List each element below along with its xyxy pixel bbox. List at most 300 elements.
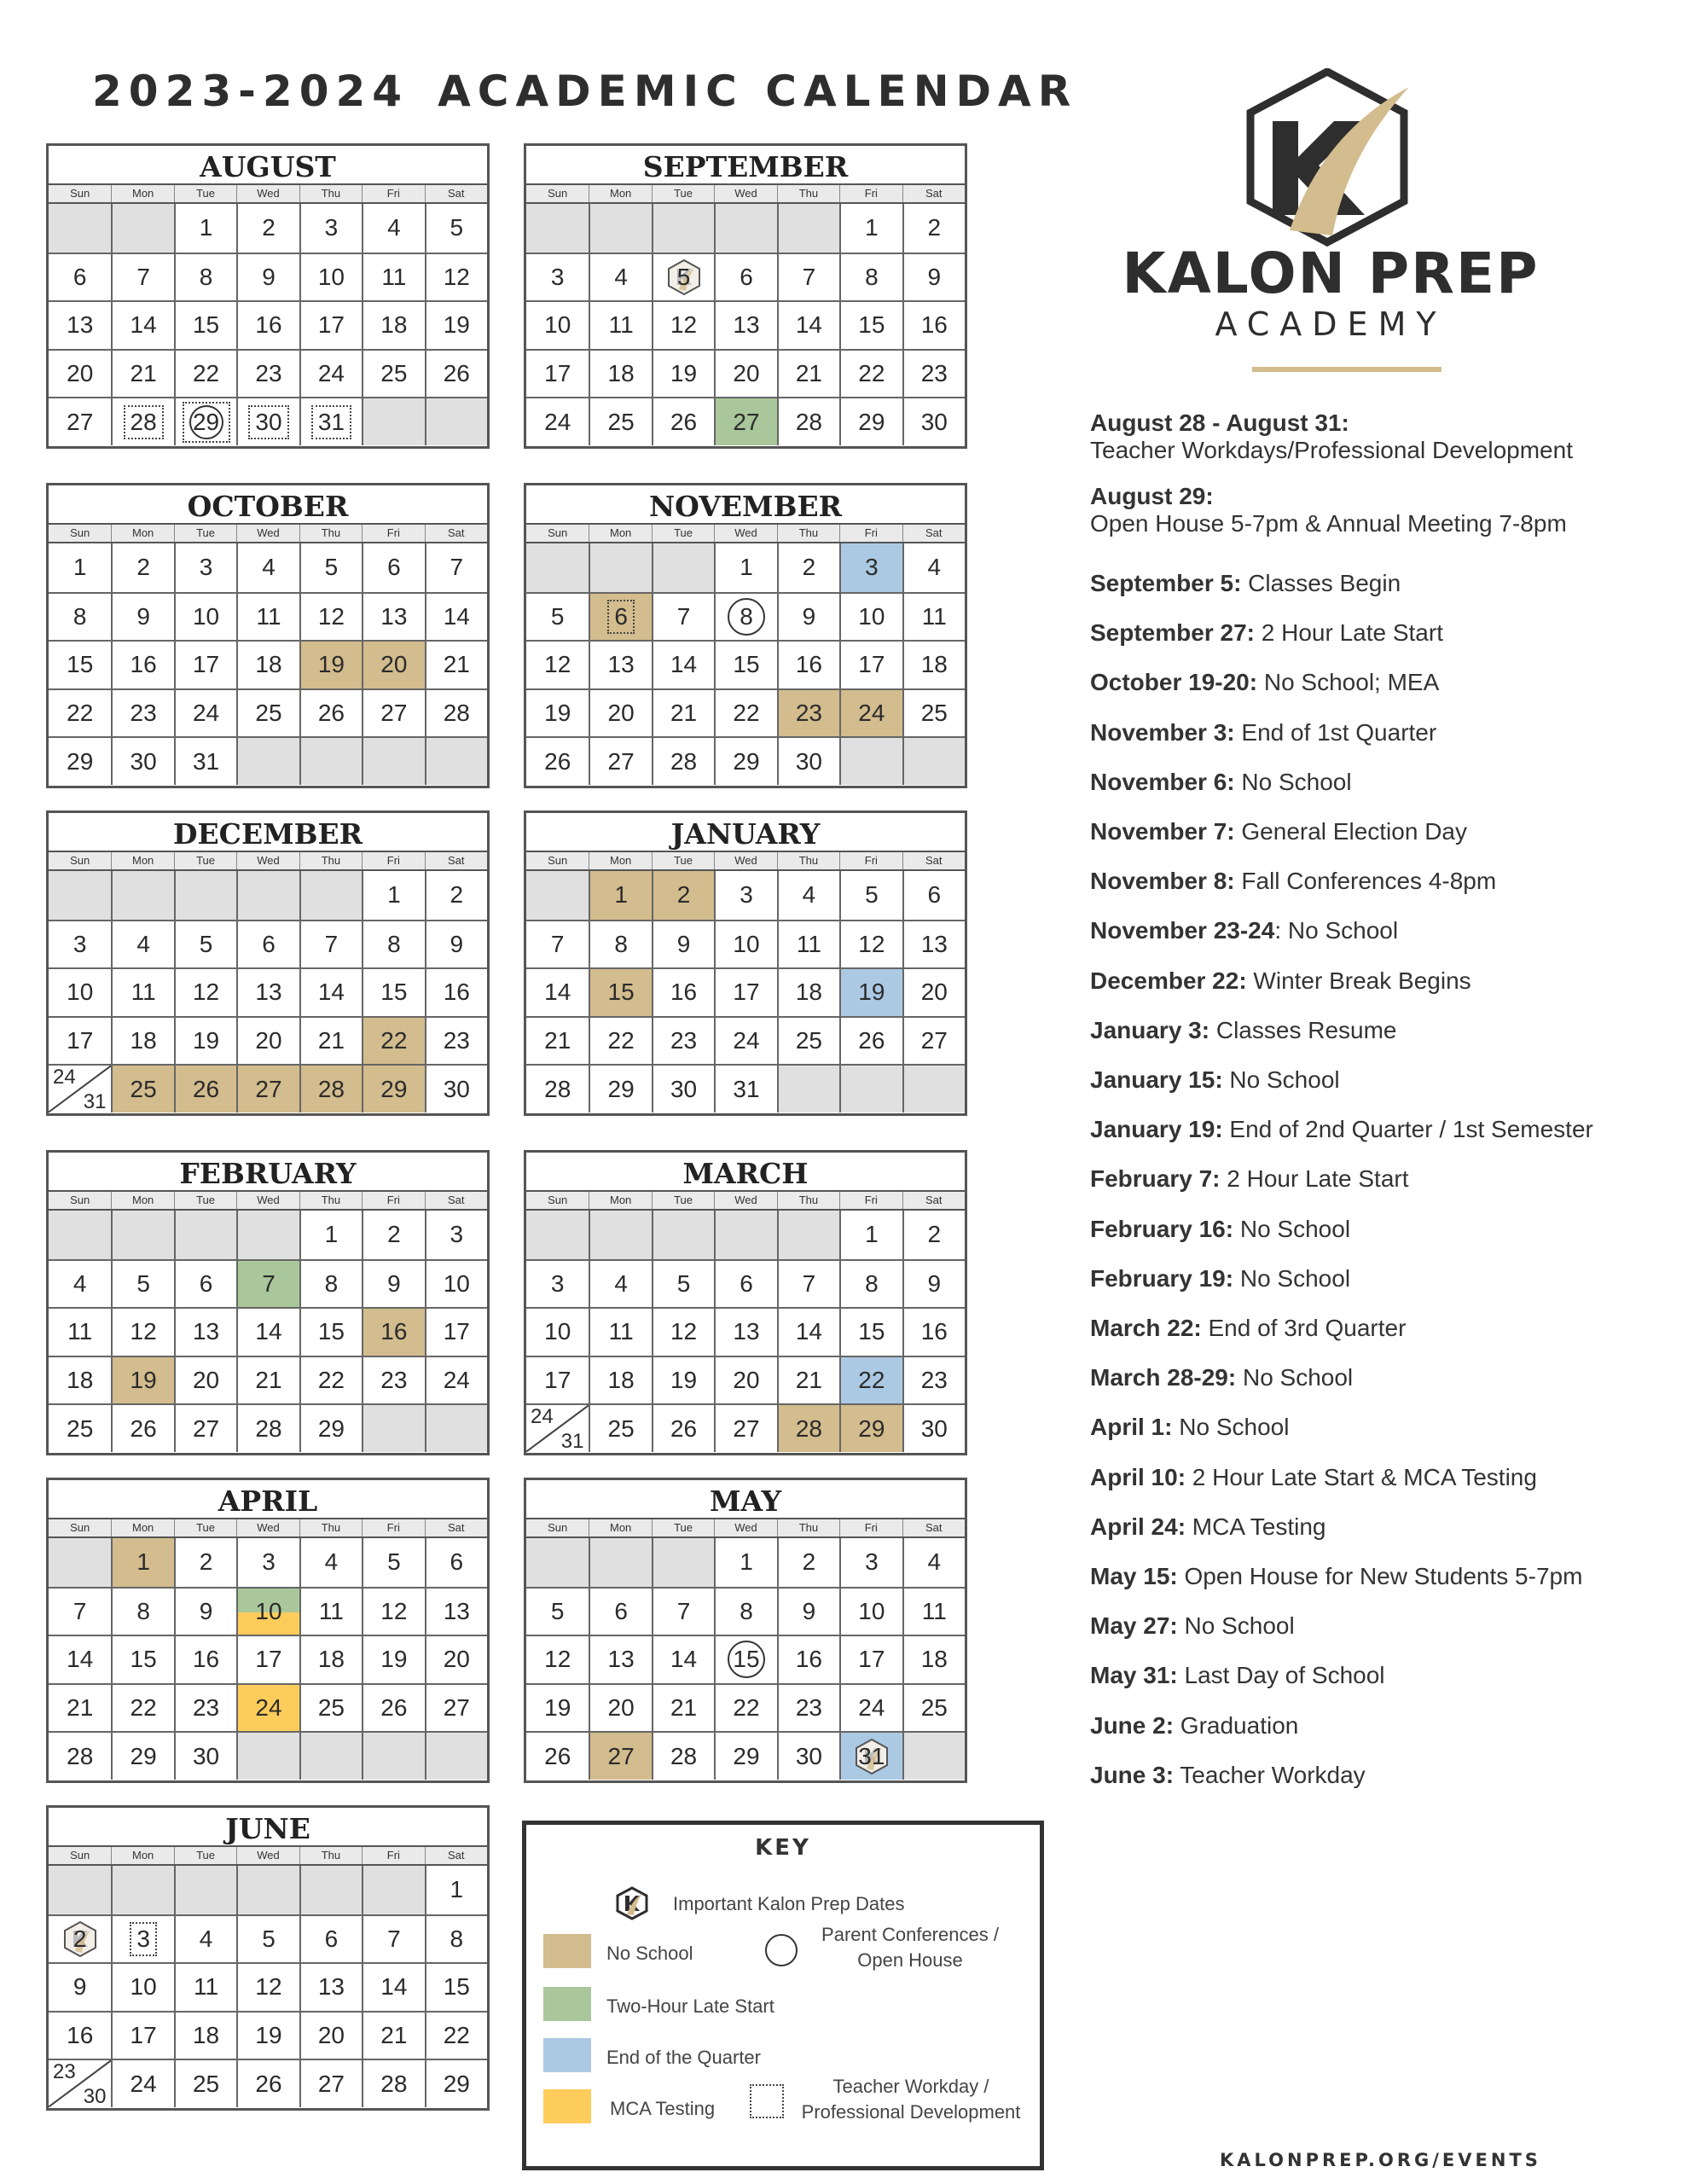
day-cell: 18 — [902, 640, 965, 688]
event-item: October 19-20: No School; MEA — [1090, 669, 1440, 696]
day-cell — [362, 397, 424, 445]
weekday-label: Wed — [714, 1192, 776, 1209]
day-cell — [236, 397, 299, 445]
weekday-header — [49, 183, 487, 204]
day-cell: 15 — [839, 300, 902, 349]
weekday-label: Mon — [111, 185, 173, 202]
day-cell: 2 — [777, 1538, 839, 1587]
day-cell: 5 — [526, 592, 589, 641]
day-cell: 20 — [362, 640, 424, 688]
day-cell: 25 — [777, 1016, 839, 1065]
day-cell — [299, 1731, 362, 1780]
key-dotted-icon — [750, 2084, 784, 2118]
day-cell: 16 — [425, 967, 487, 1016]
weekday-label: Sat — [902, 852, 965, 869]
weekday-label: Mon — [111, 1519, 173, 1536]
day-cell: 6 — [362, 543, 424, 592]
day-cell: 5 — [111, 1259, 173, 1308]
day-cell: 20 — [174, 1356, 236, 1404]
day-cell — [111, 1866, 173, 1914]
day-cell — [839, 736, 902, 785]
day-cell: 29 — [111, 1731, 173, 1780]
weekday-label: Tue — [174, 525, 236, 542]
day-cell: 12 — [652, 1307, 714, 1356]
day-cell: 18 — [174, 2011, 236, 2059]
day-cell: 11 — [362, 253, 424, 301]
day-cell: 20 — [425, 1635, 487, 1683]
day-cell: 6 — [174, 1259, 236, 1308]
day-cell: 22 — [714, 1683, 776, 1732]
day-cell: 25 — [589, 397, 651, 445]
day-cell — [299, 736, 362, 785]
day-cell — [236, 1211, 299, 1259]
day-cell: 10 — [111, 1962, 173, 2011]
day-cell — [299, 1866, 362, 1914]
month-december — [46, 810, 490, 1116]
weekday-label: Fri — [362, 185, 424, 202]
weekday-label: Thu — [777, 852, 839, 869]
day-cell: 10 — [839, 1587, 902, 1635]
day-cell — [652, 1211, 714, 1259]
day-cell: 13 — [362, 592, 424, 641]
day-cell: 23 — [111, 688, 173, 737]
day-cell: 17 — [526, 1356, 589, 1404]
dotted-marker: 31 — [311, 405, 351, 439]
weekday-label: Tue — [652, 852, 714, 869]
day-cell — [526, 1403, 589, 1452]
day-cell — [236, 871, 299, 920]
day-cell: 28 — [362, 2059, 424, 2107]
split-bottom-day: 31 — [560, 1429, 584, 1453]
dotted-marker: 6 — [607, 600, 635, 634]
day-cell: 19 — [526, 1683, 589, 1732]
weekday-label: Tue — [174, 1847, 236, 1864]
weekday-label: Sun — [70, 1849, 90, 1862]
day-cell — [49, 1538, 111, 1587]
day-cell: 22 — [362, 1016, 424, 1065]
day-cell — [49, 2059, 111, 2107]
day-cell: 20 — [589, 688, 651, 737]
day-cell: 24 — [236, 1683, 299, 1732]
weekday-label: Sat — [902, 525, 965, 542]
day-grid — [49, 1538, 487, 1780]
day-cell — [111, 204, 173, 253]
day-cell: 2 — [362, 1211, 424, 1259]
ring-marker: 8 — [728, 598, 765, 636]
day-cell: 7 — [425, 543, 487, 592]
day-cell: 30 — [652, 1064, 714, 1112]
key-late-swatch — [543, 1987, 591, 2021]
event-item: April 10: 2 Hour Late Start & MCA Testing — [1090, 1463, 1537, 1490]
event-item: May 15: Open House for New Students 5-7pm — [1090, 1563, 1583, 1589]
weekday-label: Sat — [425, 1847, 487, 1864]
day-cell — [714, 1211, 776, 1259]
day-cell: 24 — [714, 1016, 776, 1065]
day-cell: 2 — [425, 871, 487, 920]
day-cell: 17 — [49, 1016, 111, 1065]
month-january — [524, 810, 967, 1116]
weekday-label: Mon — [111, 1192, 173, 1209]
day-cell: 22 — [714, 688, 776, 737]
day-grid — [49, 1211, 487, 1452]
weekday-label: Fri — [362, 1192, 424, 1209]
event-item: January 3: Classes Resume — [1090, 1016, 1397, 1043]
month-title: MARCH — [682, 1157, 809, 1190]
day-cell: 5 — [839, 871, 902, 920]
day-cell: 8 — [425, 1914, 487, 1963]
split-bottom-day: 30 — [83, 2084, 107, 2108]
event-item: January 15: No School — [1090, 1066, 1340, 1093]
day-cell: 27 — [714, 1403, 776, 1452]
day-cell: 25 — [111, 1064, 173, 1112]
day-cell: 10 — [526, 1307, 589, 1356]
day-cell: 12 — [526, 1635, 589, 1683]
weekday-label: Sat — [902, 1192, 965, 1209]
day-cell: 5 — [652, 1259, 714, 1308]
day-cell: 31 — [174, 736, 236, 785]
day-cell — [777, 1064, 839, 1112]
day-cell: 17 — [236, 1635, 299, 1683]
day-cell: 3 — [839, 1538, 902, 1587]
month-title: OCTOBER — [187, 490, 349, 523]
day-cell: 16 — [902, 1307, 965, 1356]
day-cell: 11 — [49, 1307, 111, 1356]
weekday-label: Mon — [589, 1192, 651, 1209]
day-cell: 30 — [777, 736, 839, 785]
day-cell: 8 — [589, 920, 651, 968]
day-cell: 28 — [777, 397, 839, 445]
event-item: May 27: No School — [1090, 1612, 1295, 1640]
key-parent-conf-line2: Open House — [857, 1949, 963, 1971]
day-cell: 21 — [777, 349, 839, 398]
day-cell: 1 — [362, 871, 424, 920]
day-cell: 20 — [236, 1016, 299, 1065]
day-cell: 27 — [236, 1064, 299, 1112]
day-cell — [652, 253, 714, 301]
day-cell: 4 — [902, 543, 965, 592]
weekday-label: Wed — [714, 852, 776, 869]
weekday-label: Mon — [589, 852, 651, 869]
day-cell — [589, 543, 651, 592]
day-cell: 13 — [236, 967, 299, 1016]
day-cell: 14 — [652, 1635, 714, 1683]
day-cell: 10 — [839, 592, 902, 641]
title-text: ACADEMIC CALENDAR — [438, 67, 1078, 116]
day-cell — [526, 871, 589, 920]
day-cell: 23 — [652, 1016, 714, 1065]
day-cell: 1 — [589, 871, 651, 920]
day-cell: 21 — [362, 2011, 424, 2059]
day-cell: 26 — [839, 1016, 902, 1065]
day-cell: 16 — [777, 1635, 839, 1683]
day-cell: 10 — [49, 967, 111, 1016]
day-cell: 8 — [174, 253, 236, 301]
day-cell: 8 — [49, 592, 111, 641]
day-cell: 10 — [714, 920, 776, 968]
day-cell: 12 — [362, 1587, 424, 1635]
day-cell: 21 — [652, 1683, 714, 1732]
day-cell: 15 — [362, 967, 424, 1016]
day-cell: 10 — [299, 253, 362, 301]
brand-name: KALON PREP — [1122, 241, 1540, 306]
day-cell — [49, 1914, 111, 1963]
day-cell: 14 — [425, 592, 487, 641]
legend-key — [522, 1821, 1044, 2170]
day-cell: 11 — [589, 1307, 651, 1356]
weekday-label: Thu — [299, 525, 362, 542]
event-item: November 3: End of 1st Quarter — [1090, 718, 1437, 746]
day-cell — [174, 397, 236, 445]
day-cell: 2 — [652, 871, 714, 920]
weekday-label: Fri — [362, 525, 424, 542]
day-cell: 25 — [362, 349, 424, 398]
day-cell: 22 — [174, 349, 236, 398]
weekday-label: Sat — [425, 852, 487, 869]
day-cell: 21 — [111, 349, 173, 398]
day-cell: 14 — [362, 1962, 424, 2011]
day-cell: 4 — [174, 1914, 236, 1963]
day-cell: 19 — [425, 300, 487, 349]
day-cell: 26 — [111, 1403, 173, 1452]
weekday-label: Thu — [777, 525, 839, 542]
month-may — [524, 1478, 967, 1783]
day-cell: 14 — [777, 1307, 839, 1356]
day-cell — [236, 736, 299, 785]
event-item: November 8: Fall Conferences 4-8pm — [1090, 868, 1497, 895]
day-grid — [526, 543, 965, 785]
day-cell: 27 — [362, 688, 424, 737]
weekday-label: Fri — [362, 852, 424, 869]
day-cell: 13 — [299, 1962, 362, 2011]
weekday-label: Tue — [652, 185, 714, 202]
day-cell: 10 — [425, 1259, 487, 1308]
day-cell: 27 — [589, 736, 651, 785]
day-cell: 4 — [111, 920, 173, 968]
day-cell: 24 — [839, 688, 902, 737]
weekday-label: Sun — [548, 526, 568, 539]
kalon-mini-icon — [615, 1886, 649, 1920]
day-cell: 18 — [777, 967, 839, 1016]
day-grid — [526, 1211, 965, 1452]
day-cell: 18 — [236, 640, 299, 688]
day-cell: 27 — [425, 1683, 487, 1732]
day-cell — [49, 871, 111, 920]
day-cell: 16 — [652, 967, 714, 1016]
month-title: SEPTEMBER — [642, 150, 849, 183]
day-cell: 19 — [652, 1356, 714, 1404]
month-title: FEBRUARY — [179, 1157, 357, 1190]
day-cell — [49, 1064, 111, 1112]
day-cell: 6 — [714, 1259, 776, 1308]
event-item: November 6: No School — [1090, 768, 1352, 795]
day-cell: 9 — [777, 1587, 839, 1635]
weekday-label: Sat — [425, 1192, 487, 1209]
day-cell: 9 — [777, 592, 839, 641]
weekday-label: Thu — [299, 185, 362, 202]
day-cell: 7 — [299, 920, 362, 968]
weekday-label: Fri — [839, 1519, 902, 1536]
weekday-label: Wed — [236, 852, 299, 869]
day-cell: 21 — [652, 688, 714, 737]
weekday-label: Thu — [299, 1192, 362, 1209]
day-cell: 4 — [299, 1538, 362, 1587]
day-cell — [236, 1731, 299, 1780]
day-cell: 18 — [589, 349, 651, 398]
day-cell: 21 — [526, 1016, 589, 1065]
day-cell — [174, 1211, 236, 1259]
day-cell: 1 — [839, 1211, 902, 1259]
day-cell: 10 — [236, 1587, 299, 1635]
day-cell: 18 — [589, 1356, 651, 1404]
day-cell: 6 — [49, 253, 111, 301]
day-cell: 8 — [111, 1587, 173, 1635]
footer-url[interactable]: KALONPREP.ORG/EVENTS — [1220, 2150, 1541, 2170]
day-cell: 27 — [174, 1403, 236, 1452]
day-cell: 17 — [299, 300, 362, 349]
key-parent-conf-line1: Parent Conferences / — [821, 1924, 999, 1945]
day-cell: 7 — [49, 1587, 111, 1635]
day-cell — [589, 204, 651, 253]
day-cell — [111, 1211, 173, 1259]
day-cell: 8 — [839, 253, 902, 301]
weekday-header — [526, 851, 965, 871]
day-cell: 29 — [425, 2059, 487, 2107]
day-cell: 22 — [589, 1016, 651, 1065]
day-cell: 29 — [714, 1731, 776, 1780]
day-cell: 21 — [299, 1016, 362, 1065]
day-cell: 21 — [236, 1356, 299, 1404]
day-cell: 28 — [425, 688, 487, 737]
ring-marker: 15 — [728, 1641, 765, 1678]
event-item: December 22: Winter Break Begins — [1090, 967, 1471, 994]
day-cell — [299, 871, 362, 920]
weekday-label: Mon — [111, 852, 173, 869]
day-cell: 27 — [299, 2059, 362, 2107]
day-cell: 3 — [299, 204, 362, 253]
weekday-label: Tue — [174, 852, 236, 869]
day-cell: 14 — [777, 300, 839, 349]
day-cell: 12 — [526, 640, 589, 688]
day-cell: 28 — [49, 1731, 111, 1780]
split-top-day: 24 — [531, 1405, 554, 1429]
weekday-label: Wed — [236, 1847, 299, 1864]
day-cell: 12 — [839, 920, 902, 968]
day-cell: 29 — [839, 397, 902, 445]
day-cell: 30 — [902, 397, 965, 445]
weekday-label: Sun — [548, 854, 568, 867]
day-cell: 11 — [299, 1587, 362, 1635]
day-cell: 30 — [902, 1403, 965, 1452]
day-cell — [526, 543, 589, 592]
day-cell: 26 — [652, 397, 714, 445]
day-cell: 13 — [902, 920, 965, 968]
month-title: AUGUST — [200, 150, 336, 183]
day-grid — [526, 1538, 965, 1780]
day-cell: 20 — [49, 349, 111, 398]
day-cell: 4 — [49, 1259, 111, 1308]
day-cell: 17 — [839, 1635, 902, 1683]
day-cell — [49, 1211, 111, 1259]
day-cell: 11 — [111, 967, 173, 1016]
day-cell — [111, 1914, 173, 1963]
day-cell: 22 — [839, 1356, 902, 1404]
day-cell — [714, 592, 776, 641]
day-cell — [174, 1866, 236, 1914]
day-cell: 25 — [236, 688, 299, 737]
day-cell: 16 — [236, 300, 299, 349]
day-cell: 7 — [777, 1259, 839, 1308]
day-cell: 14 — [652, 640, 714, 688]
day-cell: 5 — [236, 1914, 299, 1963]
title-year: 2023-2024 — [92, 67, 409, 116]
day-cell: 13 — [714, 300, 776, 349]
day-cell — [49, 1866, 111, 1914]
day-cell: 21 — [777, 1356, 839, 1404]
weekday-label: Wed — [714, 1519, 776, 1536]
day-cell: 24 — [526, 397, 589, 445]
weekday-label: Wed — [714, 525, 776, 542]
weekday-label: Fri — [839, 185, 902, 202]
day-cell: 8 — [714, 1587, 776, 1635]
day-cell: 19 — [236, 2011, 299, 2059]
day-cell: 13 — [174, 1307, 236, 1356]
day-cell: 30 — [425, 1064, 487, 1112]
weekday-label: Wed — [714, 185, 776, 202]
split-bottom-day: 31 — [83, 1089, 107, 1113]
key-mca-swatch — [543, 2089, 591, 2123]
day-cell — [362, 1866, 424, 1914]
day-cell: 15 — [425, 1962, 487, 2011]
day-cell: 5 — [362, 1538, 424, 1587]
day-cell: 26 — [526, 736, 589, 785]
day-cell: 7 — [236, 1259, 299, 1308]
day-cell: 7 — [652, 1587, 714, 1635]
key-no-school-label: No School — [606, 1943, 693, 1964]
day-cell: 23 — [902, 349, 965, 398]
day-cell — [652, 543, 714, 592]
day-cell: 9 — [902, 1259, 965, 1308]
weekday-label: Mon — [111, 1847, 173, 1864]
month-title: DECEMBER — [172, 817, 363, 851]
day-cell: 12 — [111, 1307, 173, 1356]
day-cell: 30 — [777, 1731, 839, 1780]
day-cell: 23 — [777, 688, 839, 737]
weekday-label: Thu — [299, 852, 362, 869]
weekday-label: Tue — [652, 1519, 714, 1536]
weekday-label: Fri — [839, 525, 902, 542]
day-cell — [777, 204, 839, 253]
event-item: November 7: General Election Day — [1090, 818, 1467, 845]
day-cell — [526, 1538, 589, 1587]
key-teacher-line2: Professional Development — [801, 2101, 1021, 2123]
day-cell: 14 — [111, 300, 173, 349]
day-cell: 26 — [362, 1683, 424, 1732]
day-cell: 15 — [589, 967, 651, 1016]
brand-divider — [1252, 367, 1441, 372]
day-cell: 20 — [902, 967, 965, 1016]
weekday-label: Thu — [299, 1519, 362, 1536]
weekday-header — [526, 1518, 965, 1538]
day-cell: 17 — [111, 2011, 173, 2059]
weekday-label: Sat — [902, 1519, 965, 1536]
day-cell: 3 — [526, 253, 589, 301]
day-cell: 23 — [174, 1683, 236, 1732]
day-cell: 20 — [299, 2011, 362, 2059]
weekday-label: Thu — [777, 1519, 839, 1536]
day-cell: 5 — [425, 204, 487, 253]
day-grid — [49, 204, 487, 445]
day-cell — [299, 397, 362, 445]
